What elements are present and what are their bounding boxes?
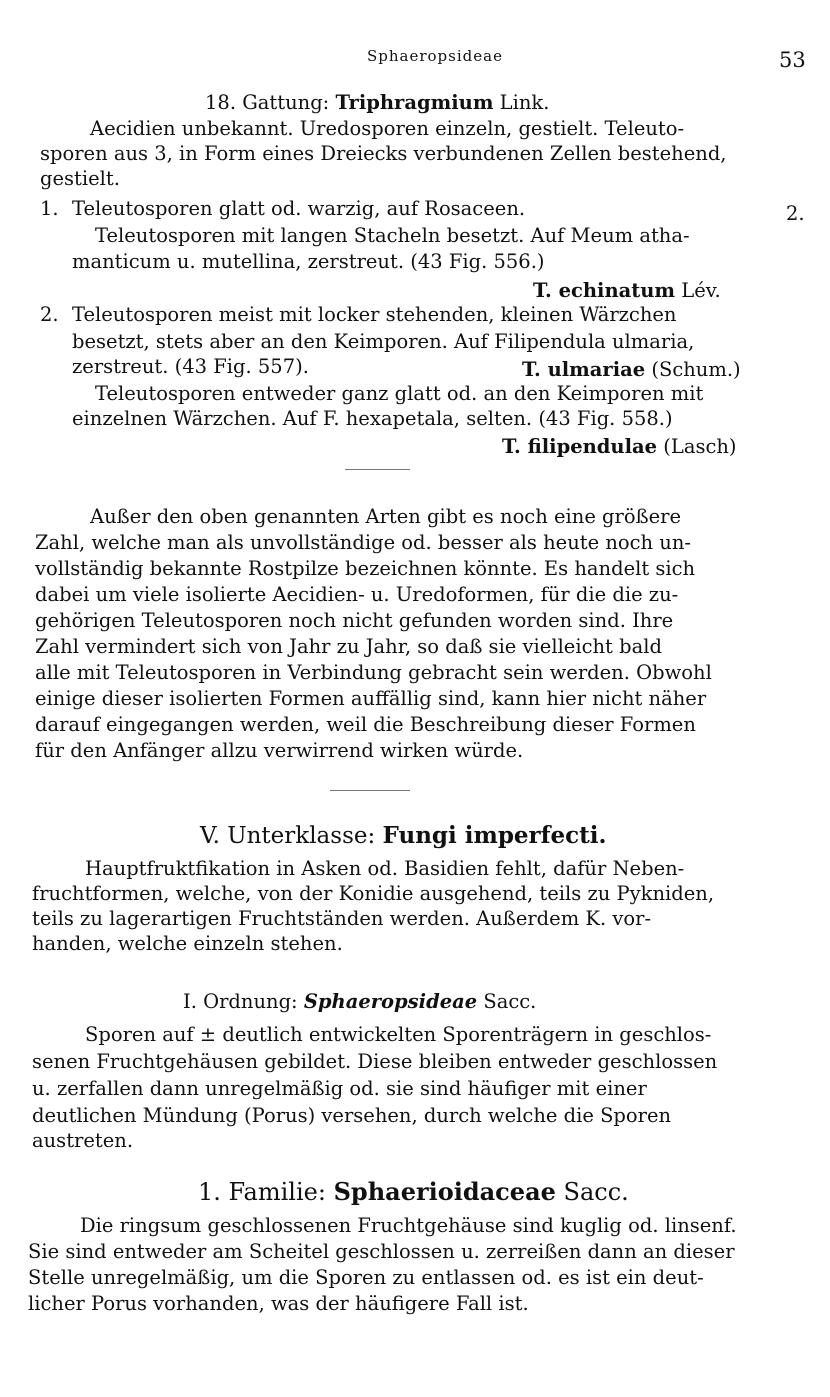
species-line xyxy=(522,358,741,382)
section-divider xyxy=(345,469,410,470)
key-number: 2. xyxy=(40,303,59,326)
key-line: Teleutosporen glatt od. warzig, auf Rosaceen. xyxy=(72,197,526,220)
subclass-desc-line: Hauptfruktfikation in Asken od. Basidien fehlt, dafür Neben- xyxy=(85,857,685,880)
subclass-label: V. Unterklasse: xyxy=(200,823,376,849)
subclass-name: Fungi imperfecti. xyxy=(382,822,607,849)
subclass-heading xyxy=(200,824,607,848)
paragraph-line: dabei um viele isolierte Aecidien- u. Uredoformen, für die die zu- xyxy=(35,583,679,606)
key-line: einzelnen Wärzchen. Auf F. hexapetala, selten. (43 Fig. 558.) xyxy=(72,407,673,430)
species-name: T. echinatum xyxy=(533,279,676,302)
subclass-desc-line: fruchtformen, welche, von der Konidie ausgehend, teils zu Pykniden, xyxy=(32,882,715,905)
order-desc-line: u. zerfallen dann unregelmäßig od. sie sind häufiger mit einer xyxy=(32,1077,647,1100)
order-desc-line: austreten. xyxy=(32,1129,134,1152)
genus-number-label: 18. Gattung: xyxy=(205,91,330,114)
family-author: Sacc. xyxy=(563,1178,629,1206)
family-desc-line: Die ringsum geschlossenen Fruchtgehäuse sind kuglig od. linsenf. xyxy=(80,1214,737,1237)
species-name: T. filipendulae xyxy=(502,435,658,458)
paragraph-line: Außer den oben genannten Arten gibt es noch eine größere xyxy=(90,505,682,528)
key-number: 1. xyxy=(40,197,59,220)
genus-name: Triphragmium xyxy=(335,91,494,114)
paragraph-line: gehörigen Teleutosporen noch nicht gefunden worden sind. Ihre xyxy=(35,609,674,632)
page-number: 53 xyxy=(779,48,806,72)
key-line: zerstreut. (43 Fig. 557). xyxy=(72,355,309,378)
family-name: Sphaerioidaceae xyxy=(333,1177,556,1206)
key-line: manticum u. mutellina, zerstreut. (43 Fig. 556.) xyxy=(72,250,545,273)
subclass-desc-line: teils zu lagerartigen Fruchtständen werden. Außerdem K. vor- xyxy=(32,907,652,930)
family-label: 1. Familie: xyxy=(198,1178,326,1206)
order-heading xyxy=(183,990,536,1014)
species-author: (Lasch) xyxy=(663,435,737,458)
order-desc-line: Sporen auf ± deutlich entwickelten Sporenträgern in geschlos- xyxy=(85,1023,712,1046)
species-line xyxy=(533,279,721,303)
order-author: Sacc. xyxy=(483,990,537,1013)
key-reference: 2. xyxy=(786,202,805,225)
family-desc-line: Sie sind entweder am Scheitel geschlossen u. zerreißen dann an dieser xyxy=(28,1240,735,1263)
paragraph-line: darauf eingegangen werden, weil die Beschreibung dieser Formen xyxy=(35,713,696,736)
subclass-desc-line: handen, welche einzeln stehen. xyxy=(32,932,343,955)
order-name: Sphaeropsideae xyxy=(303,990,478,1013)
paragraph-line: Zahl, welche man als unvollständige od. besser als heute noch un- xyxy=(35,531,692,554)
genus-desc-line: Aecidien unbekannt. Uredosporen einzeln, gestielt. Teleuto- xyxy=(90,117,685,140)
order-desc-line: deutlichen Mündung (Porus) versehen, durch welche die Sporen xyxy=(32,1104,672,1127)
paragraph-line: Zahl vermindert sich von Jahr zu Jahr, so daß sie vielleicht bald xyxy=(35,635,662,658)
genus-desc-line: sporen aus 3, in Form eines Dreiecks verbundenen Zellen bestehend, xyxy=(40,142,727,165)
paragraph-line: alle mit Teleutosporen in Verbindung gebracht sein werden. Obwohl xyxy=(35,661,712,684)
family-desc-line: Stelle unregelmäßig, um die Sporen zu entlassen od. es ist ein deut- xyxy=(28,1266,704,1289)
genus-desc-line: gestielt. xyxy=(40,167,120,190)
genus-author: Link. xyxy=(499,91,550,114)
section-divider xyxy=(330,790,410,791)
family-heading xyxy=(198,1177,629,1206)
key-line: Teleutosporen entweder ganz glatt od. an den Keimporen mit xyxy=(95,382,704,405)
genus-heading xyxy=(205,91,549,115)
species-line xyxy=(502,435,737,459)
paragraph-line: für den Anfänger allzu verwirrend wirken würde. xyxy=(35,739,524,762)
key-line: Teleutosporen mit langen Stacheln besetzt. Auf Meum atha- xyxy=(95,224,690,247)
species-author: (Schum.) xyxy=(651,358,741,381)
key-line: besetzt, stets aber an den Keimporen. Auf Filipendula ulmaria, xyxy=(72,330,695,353)
paragraph-line: vollständig bekannte Rostpilze bezeichnen könnte. Es handelt sich xyxy=(35,557,696,580)
species-author: Lév. xyxy=(681,279,721,302)
paragraph-line: einige dieser isolierten Formen auffällig sind, kann hier nicht näher xyxy=(35,687,707,710)
running-title: Sphaeropsideae xyxy=(367,47,503,65)
order-desc-line: senen Fruchtgehäusen gebildet. Diese bleiben entweder geschlossen xyxy=(32,1050,718,1073)
key-line: Teleutosporen meist mit locker stehenden, kleinen Wärzchen xyxy=(72,303,677,326)
order-label: I. Ordnung: xyxy=(183,990,298,1013)
family-desc-line: licher Porus vorhanden, was der häufigere Fall ist. xyxy=(28,1292,529,1315)
species-name: T. ulmariae xyxy=(522,358,646,381)
